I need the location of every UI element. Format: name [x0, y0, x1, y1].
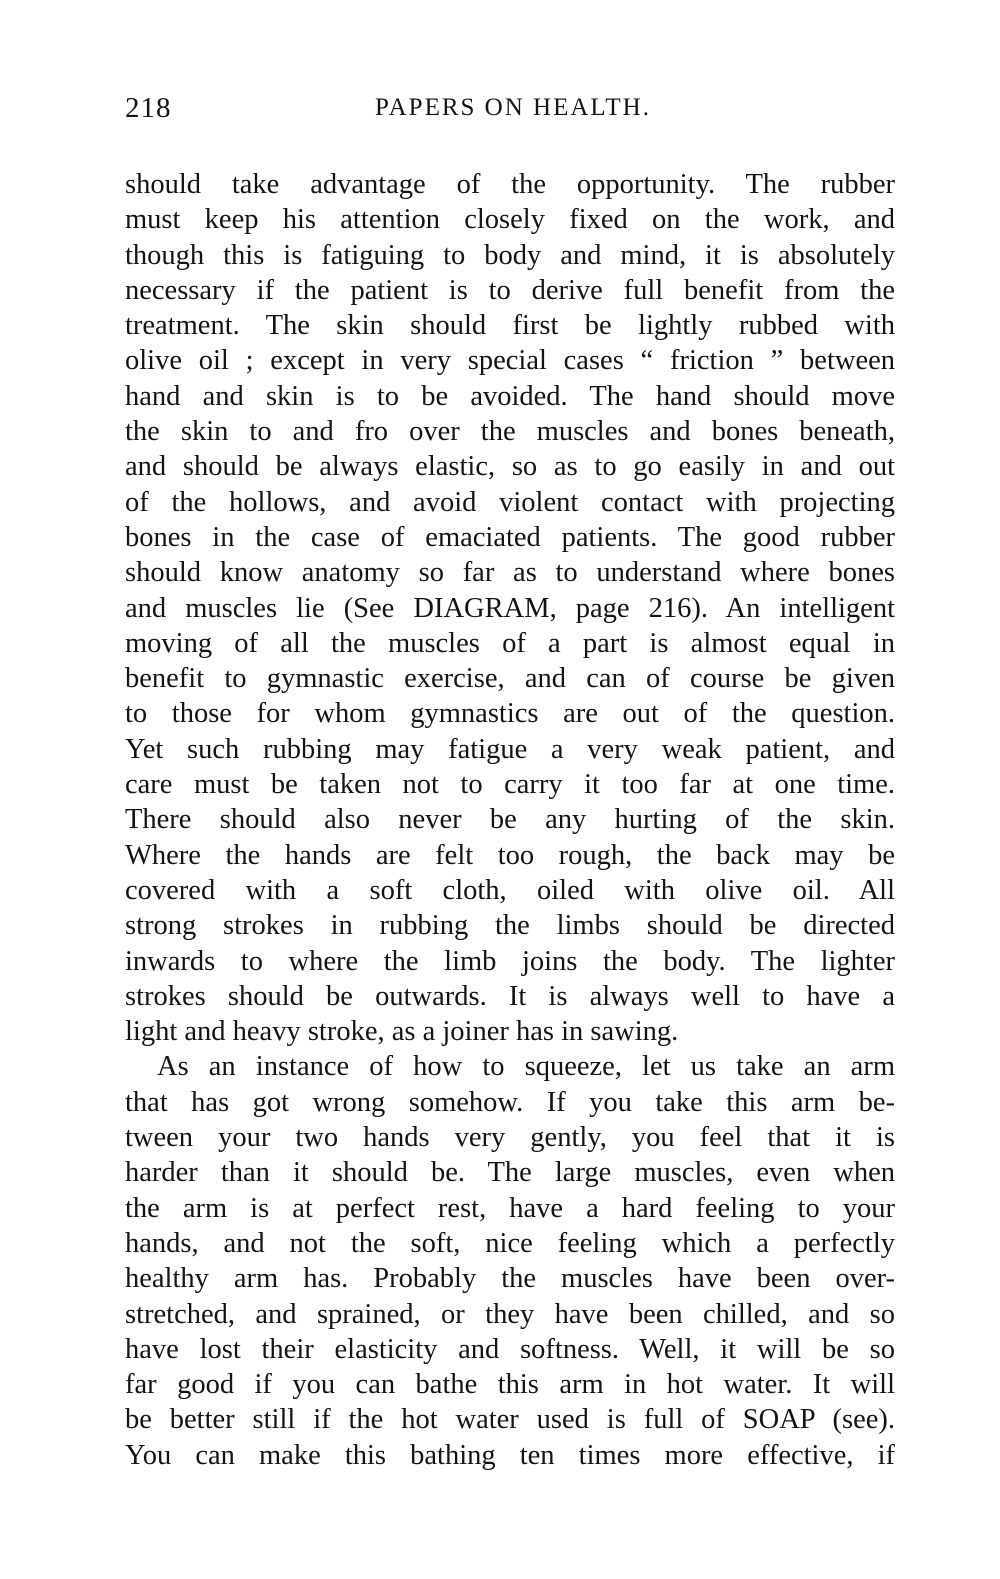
text-line: healthy arm has. Probably the muscles have been over- [125, 1263, 895, 1295]
text-line: tween your two hands very gently, you feel that it is [125, 1122, 895, 1154]
text-line: moving of all the muscles of a part is almost equal in [125, 627, 895, 659]
text-line: and should be always elastic, so as to go easily in and out [125, 451, 895, 483]
text-line: harder than it should be. The large muscles, even when [125, 1157, 895, 1189]
text-line: and muscles lie (See DIAGRAM, page 216). An intelligent [125, 592, 895, 624]
text-line: inwards to where the limb joins the body. The lighter [125, 945, 895, 977]
text-line: to those for whom gymnastics are out of the question. [125, 698, 895, 730]
text-line: benefit to gymnastic exercise, and can of course be given [125, 663, 895, 695]
text-line: be better still if the hot water used is full of SOAP (see). [125, 1404, 895, 1436]
running-title: PAPERS ON HEALTH. [375, 94, 651, 121]
text-line: must keep his attention closely fixed on the work, and [125, 204, 895, 236]
text-line: have lost their elasticity and softness. Well, it will be so [125, 1333, 895, 1365]
text-line: care must be taken not to carry it too far at one time. [125, 769, 895, 801]
text-line: As an instance of how to squeeze, let us take an arm [157, 1051, 895, 1083]
text-line: You can make this bathing ten times more effective, if [125, 1439, 895, 1471]
body-text [125, 167, 895, 1473]
text-line: the skin to and fro over the muscles and bones beneath, [125, 416, 895, 448]
text-line: though this is fatiguing to body and mind, it is absolutely [125, 239, 895, 271]
page-number: 218 [125, 92, 172, 124]
text-line: of the hollows, and avoid violent contact with projecting [125, 486, 895, 518]
text-line: Yet such rubbing may fatigue a very weak patient, and [125, 733, 895, 765]
text-line: necessary if the patient is to derive full benefit from the [125, 274, 895, 306]
paragraph-2 [125, 1049, 895, 1473]
text-line: Where the hands are felt too rough, the back may be [125, 839, 895, 871]
text-line: There should also never be any hurting of the skin. [125, 804, 895, 836]
page-header [125, 92, 895, 132]
text-line: hand and skin is to be avoided. The hand should move [125, 380, 895, 412]
text-line: covered with a soft cloth, oiled with olive oil. All [125, 874, 895, 906]
paragraph-1 [125, 167, 895, 1049]
text-line: olive oil ; except in very special cases “ friction ” between [125, 345, 895, 377]
text-line: hands, and not the soft, nice feeling which a perfectly [125, 1227, 895, 1259]
text-line: strokes should be outwards. It is always well to have a [125, 980, 895, 1012]
text-line: bones in the case of emaciated patients. The good rubber [125, 521, 895, 553]
text-line: strong strokes in rubbing the limbs should be directed [125, 910, 895, 942]
text-line: the arm is at perfect rest, have a hard feeling to your [125, 1192, 895, 1224]
text-line: that has got wrong somehow. If you take this arm be- [125, 1086, 895, 1118]
text-line: should know anatomy so far as to understand where bones [125, 557, 895, 589]
text-line: stretched, and sprained, or they have been chilled, and so [125, 1298, 895, 1330]
text-line: far good if you can bathe this arm in hot water. It will [125, 1369, 895, 1401]
text-line: light and heavy stroke, as a joiner has in sawing. [125, 1016, 679, 1048]
text-line: should take advantage of the opportunity. The rubber [125, 169, 895, 200]
text-line: treatment. The skin should first be lightly rubbed with [125, 310, 895, 342]
